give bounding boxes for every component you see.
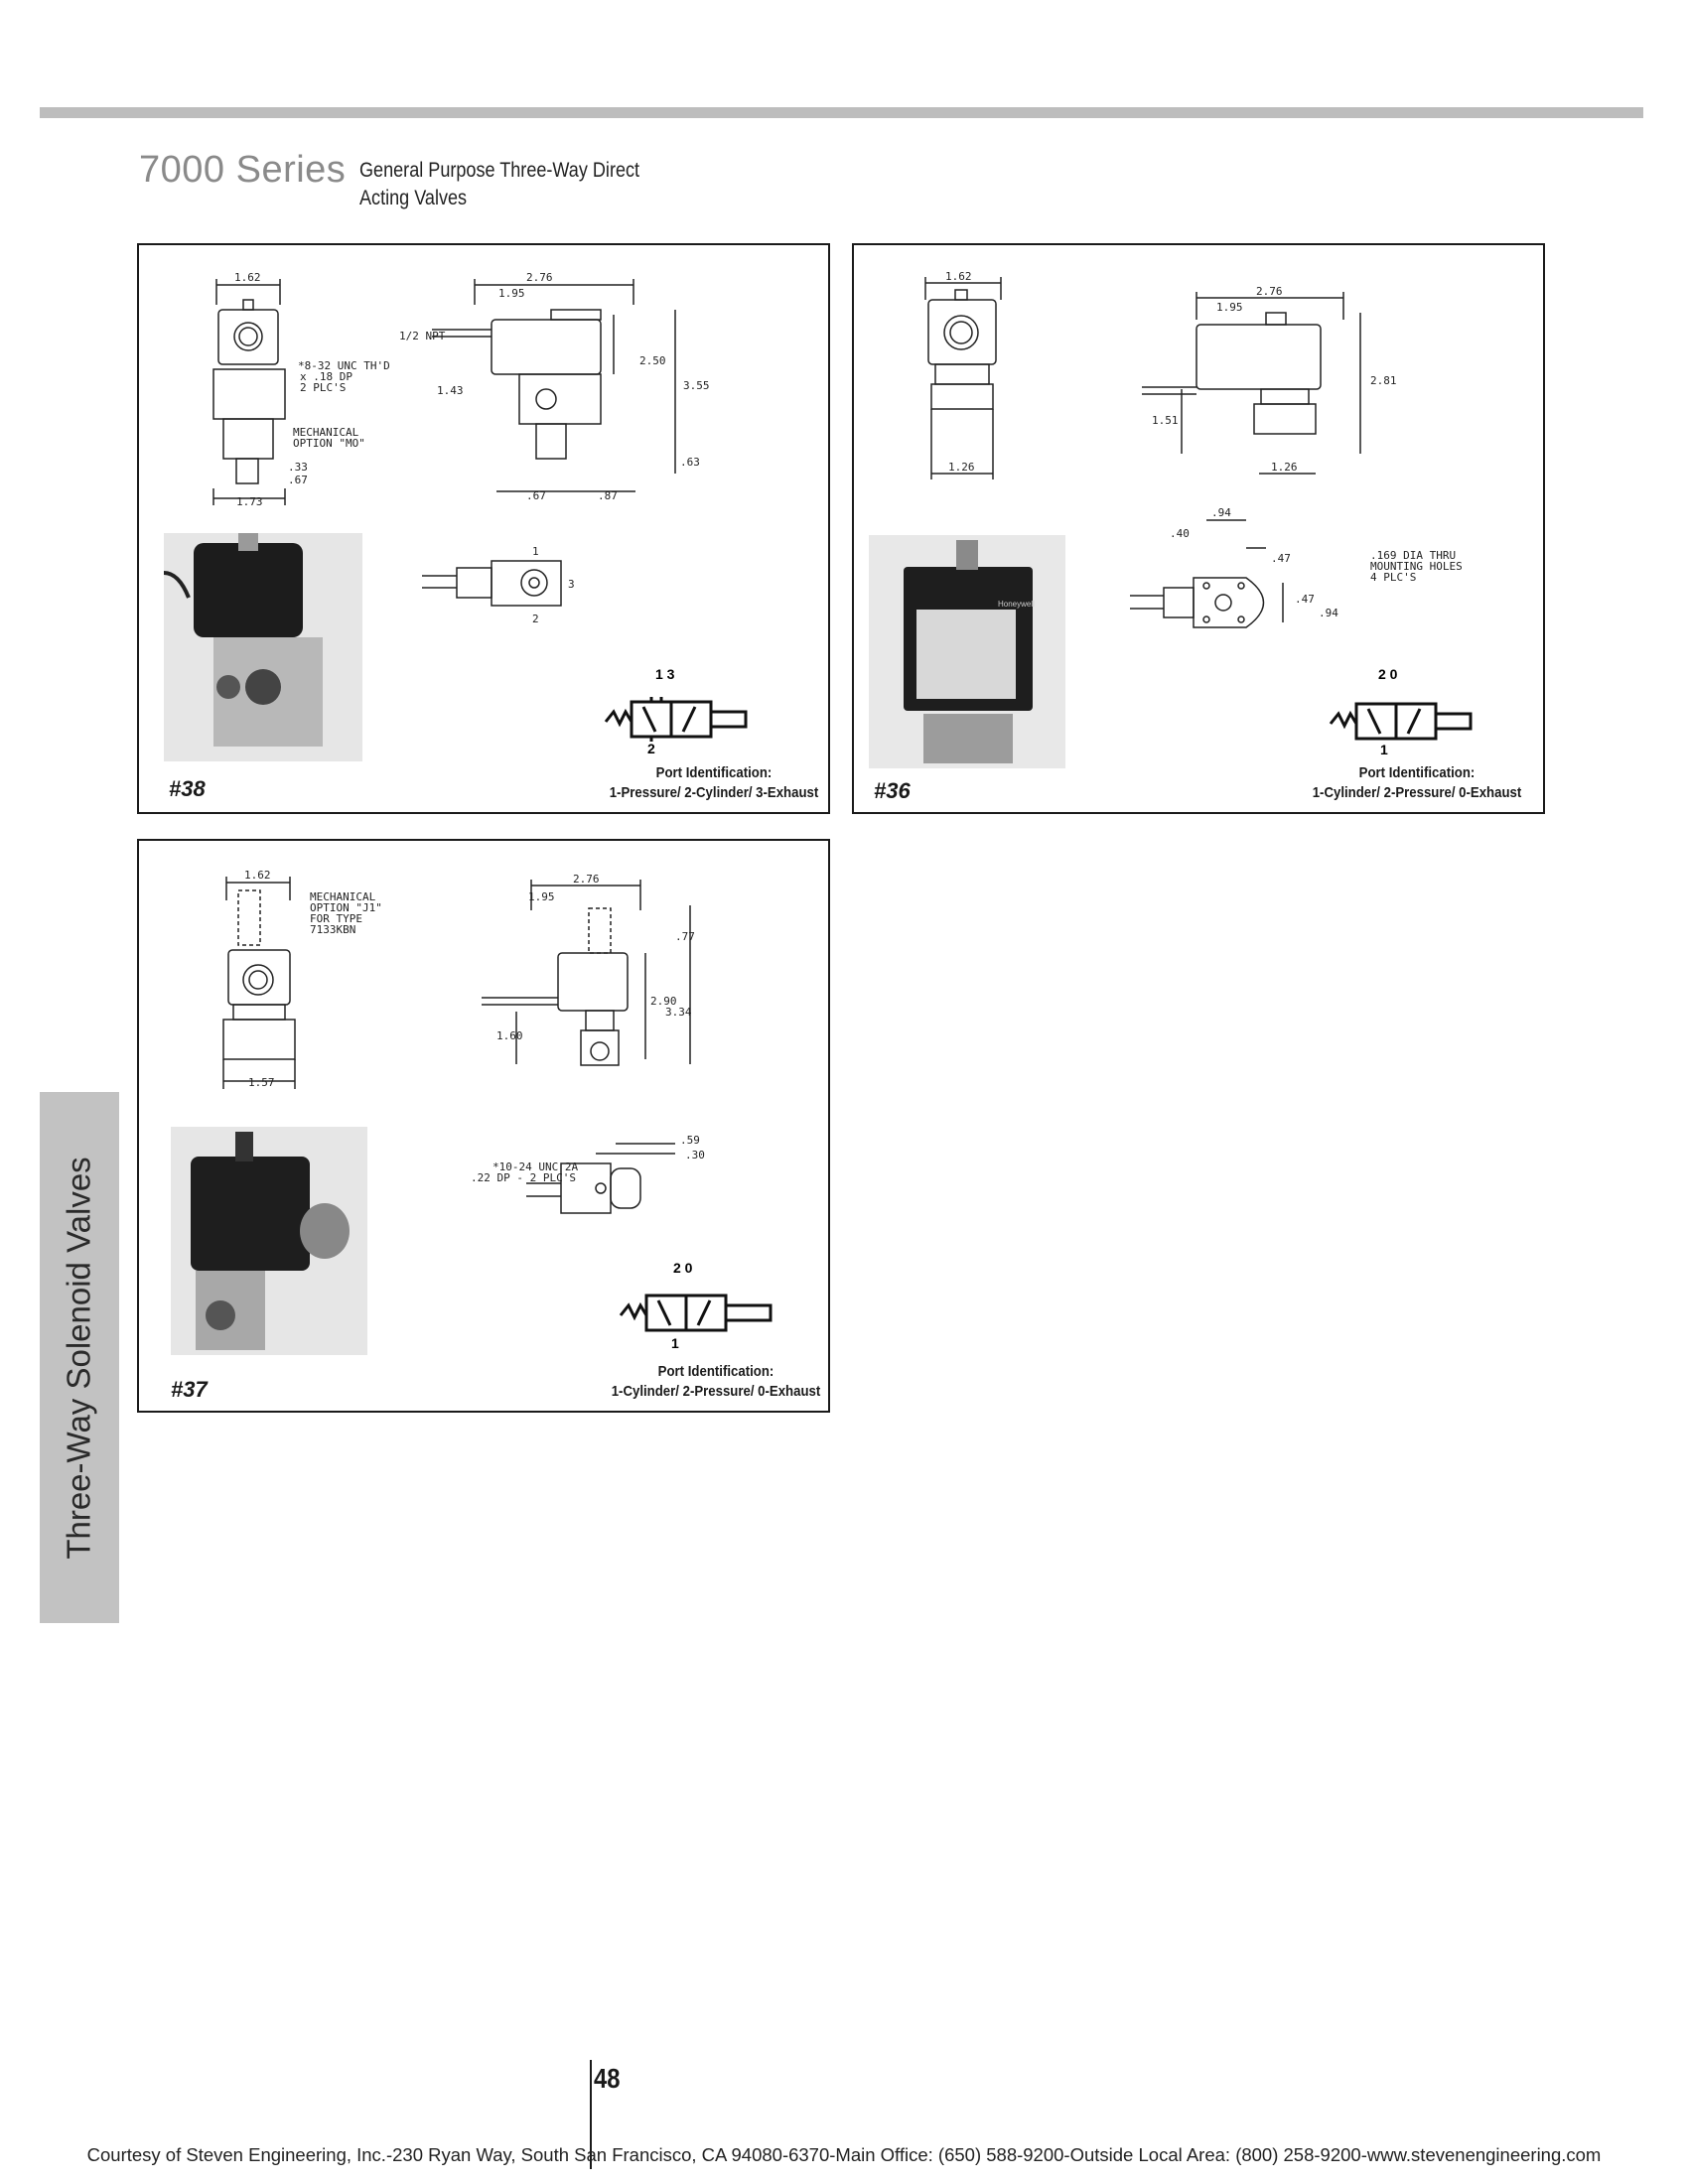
dim-37-334: 3.34 (665, 1006, 692, 1019)
dim-36-94: .94 (1211, 506, 1231, 519)
port-3: 3 (568, 578, 575, 591)
dim-37-160: 1.60 (496, 1029, 523, 1042)
dim-36-126b: 1.26 (1271, 461, 1298, 474)
dim-36-281: 2.81 (1370, 374, 1397, 387)
page-number: 48 (594, 2063, 621, 2094)
dim-side-195: 1.95 (498, 287, 525, 300)
dim-67b: .67 (526, 489, 546, 502)
port-text-36: 1-Cylinder/ 2-Pressure/ 0-Exhaust (1312, 784, 1521, 801)
valve-36-photo (869, 535, 1065, 768)
dim-36-276: 2.76 (1256, 285, 1283, 298)
dim-36-195: 1.95 (1216, 301, 1243, 314)
side-tab-text: Three-Way Solenoid Valves (61, 1156, 98, 1560)
dim-36-front-width: 1.62 (945, 270, 972, 283)
dim-36-151: 1.51 (1152, 414, 1179, 427)
dim-thread2: x .18 DP (300, 370, 352, 383)
dim-36-holes3: 4 PLC'S (1370, 571, 1417, 584)
dim-front-width: 1.62 (234, 271, 261, 284)
dim-npt: 1/2 NPT (399, 330, 446, 342)
symbol-36-bottom: 1 (1380, 742, 1388, 757)
dim-63: .63 (680, 456, 700, 469)
dim-37-front-width: 1.62 (244, 869, 271, 882)
panel-valve-38 (137, 243, 830, 814)
dim-37-mech4: 7133KBN (310, 923, 356, 936)
symbol-37-bottom: 1 (671, 1335, 679, 1351)
dim-36-holes1: .169 DIA THRU (1370, 549, 1457, 562)
panel-valve-37 (137, 839, 830, 1413)
dim-37-276: 2.76 (573, 873, 600, 886)
dim-355: 3.55 (683, 379, 710, 392)
panel-37-id: #37 (171, 1377, 208, 1402)
dim-thread: *8-32 UNC TH'D (298, 359, 390, 372)
dim-36-126: 1.26 (948, 461, 975, 474)
port-title-38: Port Identification: (655, 764, 773, 781)
dim-36-94b: .94 (1319, 607, 1338, 619)
dim-side-276: 2.76 (526, 271, 553, 284)
dim-36-40: .40 (1170, 527, 1190, 540)
dim-37-mech3: FOR TYPE (310, 912, 362, 925)
symbol-38-bottom: 2 (647, 741, 655, 756)
photo-36-brand: Honeywell (998, 600, 1035, 609)
port-1: 1 (532, 545, 539, 558)
section-side-tab-label (40, 1092, 119, 1623)
dim-37-30: .30 (685, 1149, 705, 1161)
series-subtitle (359, 157, 718, 212)
dim-33: .33 (288, 461, 308, 474)
dim-37-thread1: *10-24 UNC 2A (492, 1160, 579, 1173)
symbol-37-top: 2 0 (673, 1260, 693, 1276)
symbol-36-top: 2 0 (1378, 666, 1398, 682)
dim-36-47: .47 (1271, 552, 1291, 565)
valve-37-photo (171, 1127, 367, 1355)
top-rule (40, 107, 1643, 118)
dim-37-290: 2.90 (650, 995, 677, 1008)
valve-38-photo (164, 533, 362, 761)
panel-38-id: #38 (169, 776, 206, 801)
subtitle-line-1: General Purpose Three-Way Direct (359, 159, 640, 182)
dim-37-77: .77 (675, 930, 695, 943)
dim-37-59: .59 (680, 1134, 700, 1147)
dim-mech2: OPTION "MO" (293, 437, 365, 450)
symbol-38-top: 1 3 (655, 666, 675, 682)
dim-37-mech1: MECHANICAL (310, 890, 376, 903)
dim-thread3: 2 PLC'S (300, 381, 347, 394)
dim-36-holes2: MOUNTING HOLES (1370, 560, 1463, 573)
port-title-36: Port Identification: (1358, 764, 1476, 781)
dim-143: 1.43 (437, 384, 464, 397)
series-title: 7000 Series (139, 149, 347, 191)
port-title-37: Port Identification: (657, 1363, 774, 1380)
subtitle-line-2: Acting Valves (359, 187, 468, 209)
port-identification-36 (1312, 763, 1521, 803)
dim-37-195: 1.95 (528, 890, 555, 903)
dim-36-47b: .47 (1295, 593, 1315, 606)
dim-37-157: 1.57 (248, 1076, 275, 1089)
dim-67: .67 (288, 474, 308, 486)
panel-valve-36 (852, 243, 1545, 814)
dim-250: 2.50 (639, 354, 666, 367)
dim-37-mech2: OPTION "J1" (310, 901, 382, 914)
port-text-37: 1-Cylinder/ 2-Pressure/ 0-Exhaust (611, 1383, 820, 1400)
port-2: 2 (532, 613, 539, 625)
port-text-38: 1-Pressure/ 2-Cylinder/ 3-Exhaust (609, 784, 818, 801)
footer-credit: Courtesy of Steven Engineering, Inc.-230 Ryan Way, South San Francisco, CA 94080-6370-Main Office: (650) 588-9200-Outside Local Area: (800) 258-9200-www.stevenengineering.com (86, 2144, 1602, 2165)
panel-36-id: #36 (874, 778, 911, 803)
port-identification-38 (609, 763, 818, 803)
dim-mech1: MECHANICAL (293, 426, 359, 439)
dim-87: .87 (598, 489, 618, 502)
port-identification-37 (611, 1362, 820, 1402)
dim-37-thread2: .22 DP - 2 PLC'S (471, 1171, 576, 1184)
dim-173: 1.73 (236, 495, 263, 508)
